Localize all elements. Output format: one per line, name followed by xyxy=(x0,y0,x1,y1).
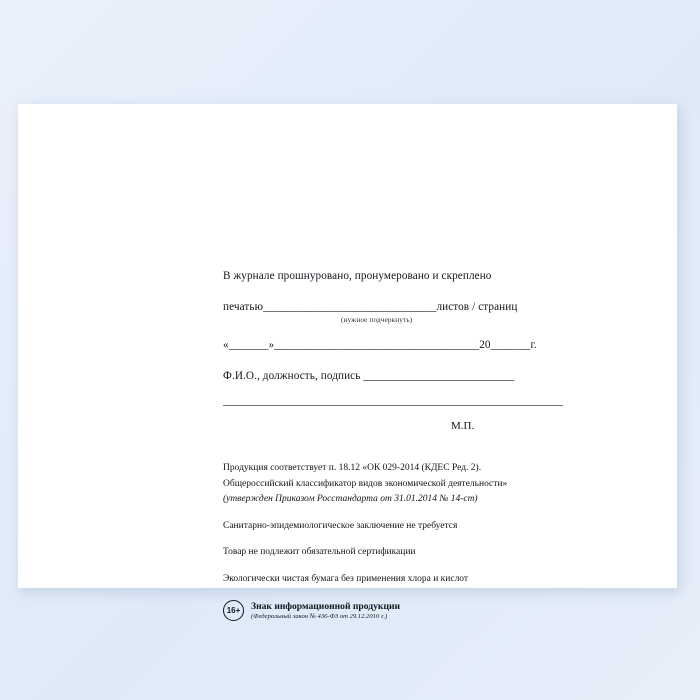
okved-note-line-2: Общероссийский классификатор видов экономической деятельности» xyxy=(223,478,508,489)
age-rating-icon: 16+ xyxy=(223,600,244,621)
fio-fill: ___________________________ xyxy=(363,370,515,383)
certification-block xyxy=(223,269,623,432)
notes-block xyxy=(223,462,623,621)
okved-note-line-3: (утвержден Приказом Росстандарта от 31.01.2014 № 14-ст) xyxy=(223,494,478,505)
sheets-label: листов / страниц xyxy=(436,301,518,314)
eco-note: Экологически чистая бумага без применения хлора и кислот xyxy=(223,573,469,584)
sanitary-note: Санитарно-эпидемиологическое заключение не требуется xyxy=(223,520,458,531)
signature-rule: _______________________________________________________________ xyxy=(223,395,563,408)
certification-line-3: «_______»____________________________________20_______г. xyxy=(223,338,537,351)
info-mark-law: (Федеральный закон № 436-ФЗ от 29.12.2010 г.) xyxy=(251,612,388,620)
stamp-fill: _______________________________ xyxy=(263,301,437,314)
document-page xyxy=(18,104,677,620)
info-mark-title: Знак информационной продукции xyxy=(251,600,401,612)
info-mark-text xyxy=(251,601,400,621)
certification-note: Товар не подлежит обязательной сертификации xyxy=(223,547,416,558)
certification-line-2 xyxy=(223,300,623,325)
stamp-place-label: М.П. xyxy=(451,420,475,433)
stamp-label: печатью xyxy=(223,301,264,314)
okved-note-line-1: Продукция соответствует п. 18.12 «ОК 029-2014 (КДЕС Ред. 2). xyxy=(223,463,482,474)
certification-line-1: В журнале прошнуровано, пронумеровано и скреплено xyxy=(223,270,492,282)
certification-line-4 xyxy=(223,369,623,384)
fio-label: Ф.И.О., должность, подпись xyxy=(223,370,361,383)
underline-note: (нужное подчеркнуть) xyxy=(341,315,413,325)
document-content xyxy=(223,269,623,621)
info-mark-row xyxy=(223,600,623,621)
